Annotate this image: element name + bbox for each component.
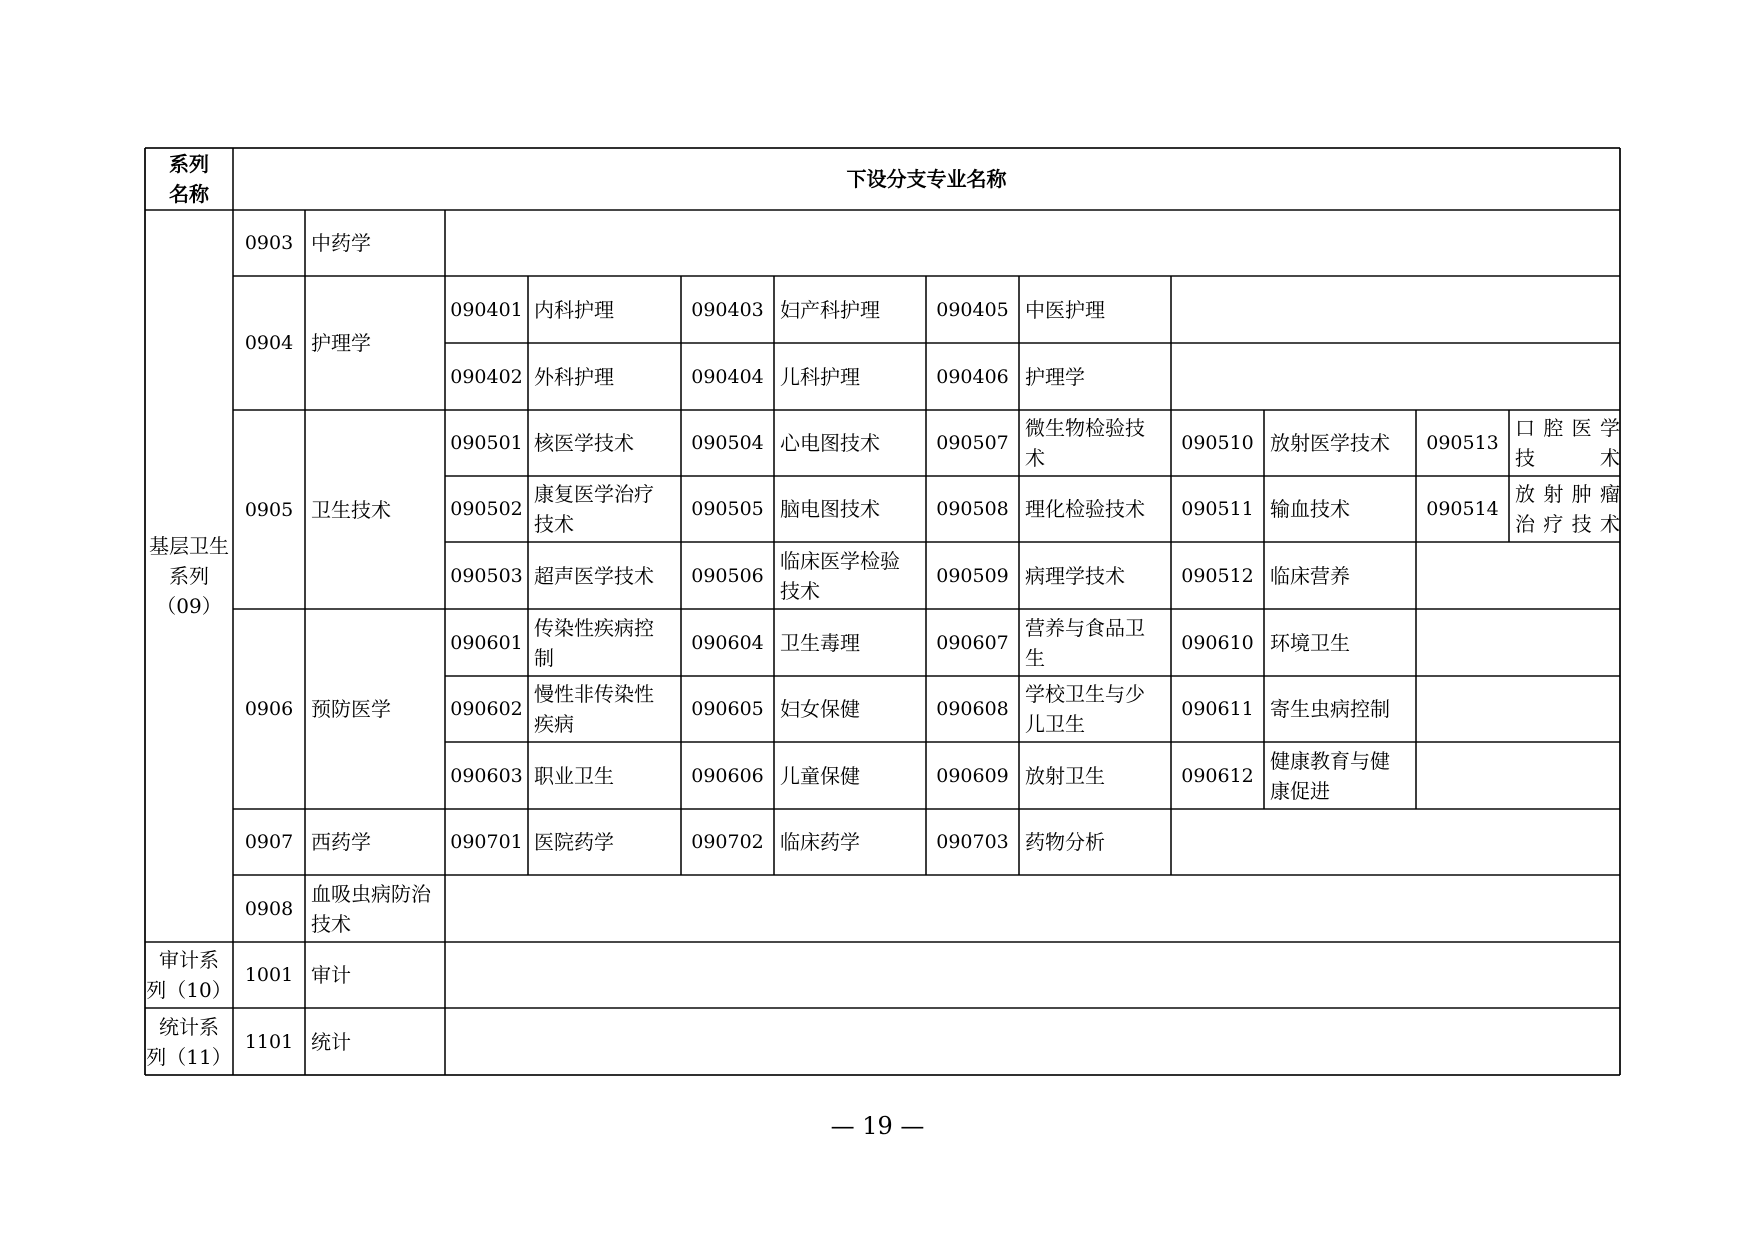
- major-name-cell: [305, 942, 445, 1008]
- major-name-cell: [305, 1008, 445, 1075]
- branch-name-cell: [774, 609, 926, 676]
- branch-name-cell-text: 放射卫生: [1025, 763, 1105, 788]
- branch-name-cell-text: 传染性疾病控 制: [534, 615, 654, 670]
- branch-name-cell: [528, 343, 681, 410]
- branch-code-cell-text: 090602: [450, 698, 523, 720]
- branch-code-cell-text: 090505: [691, 498, 764, 520]
- branch-code-cell: [445, 676, 528, 742]
- branch-code-cell: [681, 809, 774, 875]
- branch-name-cell: [528, 809, 681, 875]
- branch-name-cell: [1264, 676, 1416, 742]
- branch-name-cell: [1019, 542, 1171, 609]
- branch-code-cell-text: 090511: [1181, 498, 1254, 520]
- branch-name-cell-text: 儿科护理: [780, 364, 860, 389]
- branch-code-cell-text: 090401: [450, 298, 523, 321]
- header-branch-text: 下设分支专业名称: [846, 167, 1007, 191]
- major-name-cell-text: 护理学: [311, 331, 371, 355]
- branch-code-cell-text: 090510: [1181, 432, 1254, 454]
- branch-name-cell: [528, 676, 681, 742]
- branch-code-cell-text: 090609: [936, 764, 1009, 787]
- branch-code-cell: [1171, 609, 1264, 676]
- branch-name-cell: [1019, 343, 1171, 410]
- major-name-cell-text: 审计: [311, 963, 351, 987]
- branch-name-cell: [1509, 410, 1620, 476]
- branch-name-cell-text: 病理学技术: [1025, 563, 1125, 588]
- major-code-cell-text: 0903: [244, 232, 294, 254]
- branch-name-cell-text: 学校卫生与少 儿卫生: [1025, 682, 1145, 736]
- branch-name-cell: [1019, 410, 1171, 476]
- major-code-cell: [233, 410, 305, 609]
- branch-code-cell-text: 090507: [936, 432, 1009, 454]
- branch-name-cell-text: 康复医学治疗 技术: [534, 482, 654, 536]
- major-code-cell-text: 0905: [244, 498, 294, 521]
- branch-code-cell-text: 090606: [691, 764, 764, 787]
- branch-name-cell-text: 慢性非传染性 疾病: [534, 682, 654, 736]
- branch-code-cell: [681, 742, 774, 809]
- branch-code-cell-text: 090508: [936, 498, 1009, 520]
- branch-code-cell: [926, 276, 1019, 343]
- branch-name-cell: [1019, 609, 1171, 676]
- major-code-cell: [233, 809, 305, 875]
- branch-code-cell-text: 090402: [450, 365, 523, 388]
- branch-code-cell: [926, 410, 1019, 476]
- branch-name-cell: [774, 809, 926, 875]
- major-code-cell-text: 1101: [244, 1030, 294, 1053]
- branch-code-cell-text: 090611: [1181, 698, 1254, 720]
- branch-code-cell-text: 090506: [691, 564, 764, 587]
- branch-code-cell-text: 090513: [1426, 432, 1499, 454]
- branch-code-cell: [445, 742, 528, 809]
- branch-code-cell-text: 090605: [691, 698, 764, 720]
- branch-name-cell-text: 临床营养: [1270, 563, 1350, 588]
- branch-code-cell: [1171, 742, 1264, 809]
- branch-code-cell: [681, 276, 774, 343]
- major-name-cell: [305, 210, 445, 276]
- major-name-cell: [305, 410, 445, 609]
- branch-name-cell-text: 儿童保健: [780, 763, 860, 788]
- branch-name-cell-text: 脑电图技术: [780, 497, 880, 521]
- branch-code-cell-text: 090604: [691, 631, 764, 654]
- branch-name-cell: [774, 410, 926, 476]
- branch-code-cell: [1171, 476, 1264, 542]
- major-code-cell: [233, 609, 305, 809]
- branch-name-cell-text: 职业卫生: [534, 763, 614, 788]
- branch-name-cell-text: 理化检验技术: [1025, 497, 1145, 521]
- branch-code-cell-text: 090509: [936, 564, 1009, 587]
- branch-name-cell-text: 药物分析: [1025, 830, 1105, 854]
- header-series: [145, 148, 233, 210]
- branch-code-cell-text: 090504: [691, 432, 764, 454]
- branch-name-cell-text: 临床医学检验 技术: [780, 548, 900, 603]
- branch-code-cell-text: 090601: [450, 631, 523, 654]
- branch-name-cell: [528, 276, 681, 343]
- branch-code-cell-text: 090405: [936, 298, 1009, 321]
- branch-code-cell: [445, 542, 528, 609]
- branch-code-cell: [1416, 410, 1509, 476]
- branch-code-cell: [926, 609, 1019, 676]
- branch-code-cell: [681, 676, 774, 742]
- branch-name-cell-text: 卫生毒理: [780, 630, 860, 655]
- branch-code-cell-text: 090701: [450, 831, 523, 853]
- branch-code-cell: [445, 276, 528, 343]
- branch-name-cell-text: 中医护理: [1025, 297, 1105, 322]
- branch-code-cell: [445, 809, 528, 875]
- header-branch: [233, 148, 1620, 210]
- branch-code-cell: [926, 343, 1019, 410]
- branch-name-cell-text: 口腔医学 技术: [1515, 416, 1620, 470]
- branch-name-cell: [1264, 476, 1416, 542]
- branch-name-cell-text: 医院药学: [534, 830, 614, 854]
- major-code-cell: [233, 1008, 305, 1075]
- major-name-cell: [305, 609, 445, 809]
- branch-name-cell-text: 核医学技术: [534, 431, 634, 455]
- branch-name-cell: [1264, 542, 1416, 609]
- branch-code-cell-text: 090703: [936, 831, 1009, 853]
- series-cell-text: 基层卫生 系列 （09）: [149, 534, 229, 618]
- major-code-cell-text: 0908: [244, 897, 294, 920]
- branch-name-cell: [528, 410, 681, 476]
- branch-name-cell: [528, 542, 681, 609]
- branch-name-cell: [774, 676, 926, 742]
- branch-code-cell-text: 090702: [691, 831, 764, 853]
- branch-name-cell: [528, 476, 681, 542]
- major-code-cell: [233, 276, 305, 410]
- branch-name-cell-text: 心电图技术: [780, 431, 880, 455]
- branch-code-cell: [1171, 410, 1264, 476]
- branch-name-cell: [1264, 410, 1416, 476]
- major-code-cell-text: 1001: [244, 964, 294, 986]
- branch-name-cell-text: 健康教育与健 康促进: [1270, 748, 1390, 803]
- series-cell: [145, 1008, 233, 1075]
- branch-code-cell: [681, 542, 774, 609]
- branch-name-cell: [1509, 476, 1620, 542]
- branch-code-cell: [1171, 676, 1264, 742]
- branch-name-cell: [774, 343, 926, 410]
- branch-name-cell: [1019, 809, 1171, 875]
- branch-code-cell: [1171, 542, 1264, 609]
- branch-code-cell: [681, 476, 774, 542]
- branch-name-cell: [774, 742, 926, 809]
- major-name-cell-text: 统计: [311, 1029, 351, 1054]
- branch-name-cell-text: 外科护理: [534, 364, 614, 389]
- branch-code-cell: [926, 742, 1019, 809]
- branch-name-cell-text: 输血技术: [1270, 497, 1350, 521]
- branch-name-cell-text: 内科护理: [534, 297, 614, 322]
- major-name-cell-text: 血吸虫病防治 技术: [311, 881, 431, 936]
- branch-code-cell: [681, 410, 774, 476]
- branch-code-cell: [445, 410, 528, 476]
- major-name-cell-text: 中药学: [311, 231, 371, 255]
- page-number: — 19 —: [830, 1112, 925, 1140]
- series-cell-text: 审计系 列（10）: [146, 948, 232, 1002]
- branch-name-cell-text: 妇产科护理: [780, 297, 880, 322]
- branch-code-cell-text: 090603: [450, 764, 523, 787]
- major-name-cell: [305, 875, 445, 942]
- branch-code-cell-text: 090502: [450, 498, 523, 520]
- branch-name-cell-text: 放射医学技术: [1270, 431, 1390, 455]
- branch-name-cell: [528, 742, 681, 809]
- branch-code-cell-text: 090612: [1181, 764, 1254, 787]
- branch-name-cell: [1019, 276, 1171, 343]
- branch-name-cell: [1264, 609, 1416, 676]
- major-code-cell-text: 0906: [244, 698, 294, 720]
- branch-code-cell: [926, 809, 1019, 875]
- branch-name-cell-text: 妇女保健: [780, 697, 860, 721]
- major-code-cell-text: 0907: [244, 831, 294, 853]
- branch-name-cell: [1019, 742, 1171, 809]
- branch-code-cell: [445, 476, 528, 542]
- branch-code-cell: [681, 343, 774, 410]
- branch-code-cell: [926, 676, 1019, 742]
- series-cell: [145, 210, 233, 942]
- major-name-cell-text: 预防医学: [311, 697, 391, 721]
- branch-code-cell-text: 090403: [691, 298, 764, 321]
- branch-name-cell-text: 放射肿瘤 治疗技术: [1515, 482, 1620, 536]
- branch-code-cell: [926, 542, 1019, 609]
- branch-name-cell: [1264, 742, 1416, 809]
- major-code-cell: [233, 942, 305, 1008]
- branch-code-cell: [681, 609, 774, 676]
- branch-code-cell-text: 090512: [1181, 564, 1254, 587]
- branch-name-cell: [774, 476, 926, 542]
- major-code-cell-text: 0904: [244, 332, 294, 354]
- header-series-text: 系列 名称: [169, 152, 209, 206]
- branch-code-cell-text: 090503: [450, 564, 523, 587]
- branch-code-cell-text: 090607: [936, 631, 1009, 654]
- branch-name-cell-text: 临床药学: [780, 830, 860, 854]
- branch-name-cell: [1019, 476, 1171, 542]
- branch-code-cell-text: 090404: [691, 365, 764, 388]
- branch-name-cell-text: 寄生虫病控制: [1270, 697, 1390, 721]
- branch-code-cell-text: 090406: [936, 365, 1009, 388]
- branch-code-cell-text: 090514: [1426, 498, 1499, 520]
- major-code-cell: [233, 875, 305, 942]
- major-name-cell: [305, 809, 445, 875]
- branch-code-cell-text: 090501: [450, 432, 523, 454]
- series-cell: [145, 942, 233, 1008]
- major-name-cell: [305, 276, 445, 410]
- branch-code-cell: [445, 609, 528, 676]
- branch-name-cell: [528, 609, 681, 676]
- branch-name-cell: [774, 276, 926, 343]
- branch-code-cell: [926, 476, 1019, 542]
- major-name-cell-text: 卫生技术: [311, 497, 391, 522]
- major-code-cell: [233, 210, 305, 276]
- branch-name-cell: [774, 542, 926, 609]
- branch-name-cell-text: 微生物检验技 术: [1025, 416, 1145, 470]
- branch-code-cell-text: 090610: [1181, 631, 1254, 654]
- major-name-cell-text: 西药学: [311, 830, 371, 854]
- branch-name-cell-text: 环境卫生: [1270, 630, 1350, 655]
- branch-code-cell: [445, 343, 528, 410]
- branch-name-cell-text: 营养与食品卫 生: [1025, 615, 1145, 670]
- branch-code-cell-text: 090608: [936, 698, 1009, 720]
- series-cell-text: 统计系 列（11）: [146, 1014, 232, 1069]
- branch-name-cell: [1019, 676, 1171, 742]
- branch-code-cell: [1416, 476, 1509, 542]
- branch-name-cell-text: 超声医学技术: [534, 563, 654, 588]
- branch-name-cell-text: 护理学: [1025, 364, 1085, 389]
